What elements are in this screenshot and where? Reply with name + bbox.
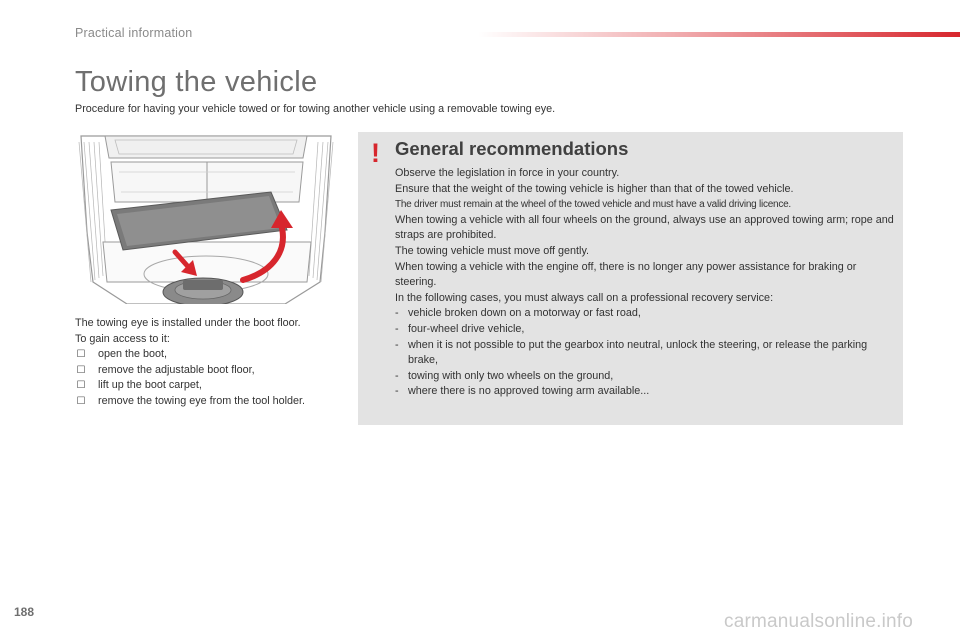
recovery-case-item [395,369,895,385]
page-title: Towing the vehicle [75,66,318,98]
warning-paragraph: The towing vehicle must move off gently. [395,244,590,257]
step-item [75,347,345,363]
dash-marker: - [395,338,399,351]
recovery-case-list [395,306,895,400]
recovery-case-text: where there is no approved towing arm available... [408,385,650,398]
warning-paragraph: The driver must remain at the wheel of the towed vehicle and must have a valid driving licence. [395,199,791,211]
recovery-case-text: vehicle broken down on a motorway or fast road, [408,307,641,320]
page-number: 188 [14,605,35,619]
step-list [75,347,345,409]
step-text: lift up the boot carpet, [98,379,202,392]
towing-eye-instructions [75,316,345,410]
exclamation-warning-icon: ! [371,138,380,168]
boot-illustration [75,132,337,304]
warning-paragraph: When towing a vehicle with all four wheels on the ground, always use an approved towing arm; rope and straps are prohibited. [395,213,894,242]
dash-marker: - [395,307,399,320]
intro-text: Procedure for having your vehicle towed or for towing another vehicle using a removable towing eye. [75,103,556,115]
recovery-case-item [395,322,895,338]
step-text: remove the adjustable boot floor, [98,363,255,376]
check-box-icon: ☐ [76,395,86,407]
check-box-icon: ☐ [76,349,86,361]
dash-marker: - [395,369,399,382]
recovery-case-text: four-wheel drive vehicle, [408,322,525,335]
recovery-case-text: when it is not possible to put the gearbox into neutral, unlock the steering, or release the parking brake, [408,338,868,367]
recovery-case-item [395,306,895,322]
recovery-case-item [395,384,895,400]
check-box-icon: ☐ [76,364,86,376]
dash-marker: - [395,322,399,335]
site-watermark: carmanualsonline.info [724,611,914,632]
warning-paragraph: Observe the legislation in force in your country. [395,167,620,179]
step-text: remove the towing eye from the tool holder. [98,394,306,407]
header-accent-bar [478,32,960,37]
step-item [75,378,345,394]
recovery-case-text: towing with only two wheels on the ground, [408,369,614,382]
warning-heading: General recommendations [395,138,629,159]
boot-floor-drawing [75,132,337,304]
dash-marker: - [395,385,399,398]
warning-paragraph: When towing a vehicle with the engine off, there is no longer any power assistance for braking or steering. [395,260,857,289]
step-item [75,394,345,410]
check-box-icon: ☐ [76,380,86,392]
step-item [75,363,345,379]
instruction-line: The towing eye is installed under the boot floor. [75,317,301,329]
recovery-case-item [395,338,895,369]
warning-paragraph: In the following cases, you must always call on a professional recovery service: [395,291,774,304]
instruction-line: To gain access to it: [75,332,170,345]
section-title: Practical information [75,26,193,40]
step-text: open the boot, [98,348,168,361]
warning-body [395,166,895,400]
warning-paragraph: Ensure that the weight of the towing vehicle is higher than that of the towed vehicle. [395,182,794,195]
general-recommendations-box [358,132,903,425]
